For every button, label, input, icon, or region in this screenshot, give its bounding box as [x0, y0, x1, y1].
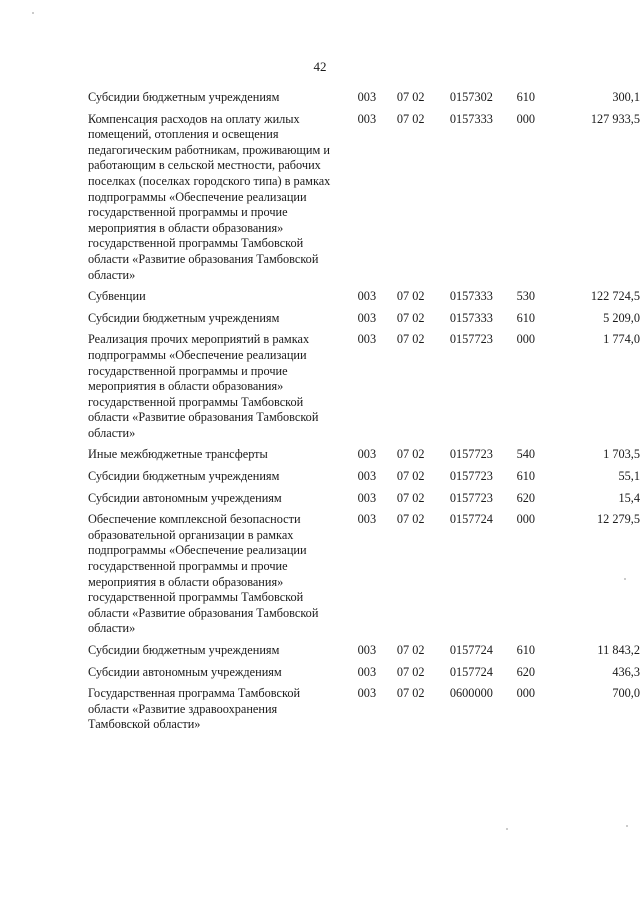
scan-speck: [506, 828, 508, 830]
row-ministry-code: 003: [357, 686, 377, 701]
row-target-code: 0157723: [449, 469, 493, 484]
table-row: [88, 90, 640, 106]
row-ministry-code: 003: [357, 332, 377, 347]
budget-table-body: [88, 90, 640, 733]
row-ministry-code: 003: [357, 664, 377, 679]
row-expense-type: 000: [516, 111, 536, 126]
row-target-code: 0157302: [449, 90, 493, 104]
row-target-code: 0157333: [449, 111, 493, 126]
row-target-code: 0157333: [449, 310, 493, 325]
row-section-code: 07 02: [396, 686, 425, 701]
scan-speck: [626, 825, 628, 827]
row-section-code: 07 02: [396, 490, 425, 505]
table-row: [88, 326, 640, 441]
row-name: Субсидии автономным учреждениям: [88, 664, 282, 679]
row-section-code: 07 02: [396, 664, 425, 679]
row-name: Компенсация расходов на оплату жилых помещений, отопления и освещения педагогическим работникам, проживающим и работающим в сельской местности, рабочих поселках (поселках городского типа) в рамках подпрограммы «Обеспечение реализации государственной программы и прочие мероприятия в области образования» государственной программы Тамбовской области «Развитие образования Тамбовской области»: [88, 111, 331, 282]
row-expense-type: 610: [516, 90, 536, 104]
row-amount: 12 279,5: [596, 512, 640, 527]
budget-table: [88, 90, 640, 733]
scan-speck: [624, 578, 626, 580]
row-name: Обеспечение комплексной безопасности образовательной организации в рамках подпрограммы «Обеспечение реализации государственной программы и прочие мероприятия в области образования» государственной программы Тамбовской области «Развитие образования Тамбовской области»: [88, 512, 319, 636]
row-amount: 300,1: [612, 90, 640, 104]
row-ministry-code: 003: [357, 643, 377, 657]
table-row: [88, 106, 640, 284]
row-target-code: 0157724: [449, 512, 493, 527]
row-name: Субсидии автономным учреждениям: [88, 490, 282, 505]
row-expense-type: 530: [516, 289, 536, 304]
row-amount: 1 774,0: [603, 332, 640, 347]
row-expense-type: 000: [516, 332, 536, 347]
row-amount: 127 933,5: [590, 111, 640, 126]
row-expense-type: 000: [516, 686, 536, 701]
row-expense-type: 620: [516, 664, 536, 679]
row-section-code: 07 02: [396, 643, 425, 657]
row-name: Государственная программа Тамбовской области «Развитие здравоохранения Тамбовской области»: [88, 686, 301, 732]
row-section-code: 07 02: [396, 447, 425, 462]
row-expense-type: 620: [516, 490, 536, 505]
row-target-code: 0157723: [449, 332, 493, 347]
row-ministry-code: 003: [357, 490, 377, 505]
row-amount: 122 724,5: [590, 289, 640, 304]
row-section-code: 07 02: [396, 332, 425, 347]
table-row: [88, 283, 640, 305]
row-amount: 436,3: [612, 664, 640, 679]
row-name: Субсидии бюджетным учреждениям: [88, 469, 280, 484]
row-name: Субсидии бюджетным учреждениям: [88, 90, 280, 104]
row-ministry-code: 003: [357, 447, 377, 462]
row-section-code: 07 02: [396, 111, 425, 126]
row-amount: 1 703,5: [603, 447, 640, 462]
row-section-code: 07 02: [396, 469, 425, 484]
row-section-code: 07 02: [396, 512, 425, 527]
row-ministry-code: 003: [357, 111, 377, 126]
row-name: Субвенции: [88, 289, 146, 304]
table-row: [88, 485, 640, 507]
row-section-code: 07 02: [396, 310, 425, 325]
row-name: Иные межбюджетные трансферты: [88, 447, 268, 462]
table-row: [88, 463, 640, 485]
row-expense-type: 610: [516, 643, 536, 657]
table-row: [88, 637, 640, 659]
scan-speck: [32, 12, 34, 14]
row-name: Реализация прочих мероприятий в рамках подпрограммы «Обеспечение реализации государственной программы и прочие мероприятия в области образования» государственной программы Тамбовской области «Развитие образования Тамбовской области»: [88, 332, 319, 440]
row-amount: 700,0: [612, 686, 640, 701]
row-ministry-code: 003: [357, 289, 377, 304]
row-amount: 55,1: [618, 469, 640, 484]
row-section-code: 07 02: [396, 90, 425, 104]
table-row: [88, 680, 640, 733]
row-expense-type: 610: [516, 310, 536, 325]
row-name: Субсидии бюджетным учреждениям: [88, 310, 280, 325]
table-row: [88, 659, 640, 681]
row-target-code: 0157333: [449, 289, 493, 304]
row-ministry-code: 003: [357, 90, 377, 104]
row-target-code: 0157724: [449, 664, 493, 679]
row-ministry-code: 003: [357, 310, 377, 325]
row-target-code: 0157723: [449, 447, 493, 462]
table-row: [88, 441, 640, 463]
row-section-code: 07 02: [396, 289, 425, 304]
row-target-code: 0157724: [449, 643, 493, 657]
row-target-code: 0157723: [449, 490, 493, 505]
row-ministry-code: 003: [357, 469, 377, 484]
row-amount: 11 843,2: [597, 643, 640, 657]
table-row: [88, 506, 640, 637]
row-ministry-code: 003: [357, 512, 377, 527]
row-amount: 15,4: [618, 490, 640, 505]
row-expense-type: 540: [516, 447, 536, 462]
row-name: Субсидии бюджетным учреждениям: [88, 643, 280, 657]
row-expense-type: 610: [516, 469, 536, 484]
row-target-code: 0600000: [449, 686, 493, 701]
row-amount: 5 209,0: [603, 310, 640, 325]
row-expense-type: 000: [516, 512, 536, 527]
page-number: 42: [313, 59, 327, 74]
table-row: [88, 305, 640, 327]
